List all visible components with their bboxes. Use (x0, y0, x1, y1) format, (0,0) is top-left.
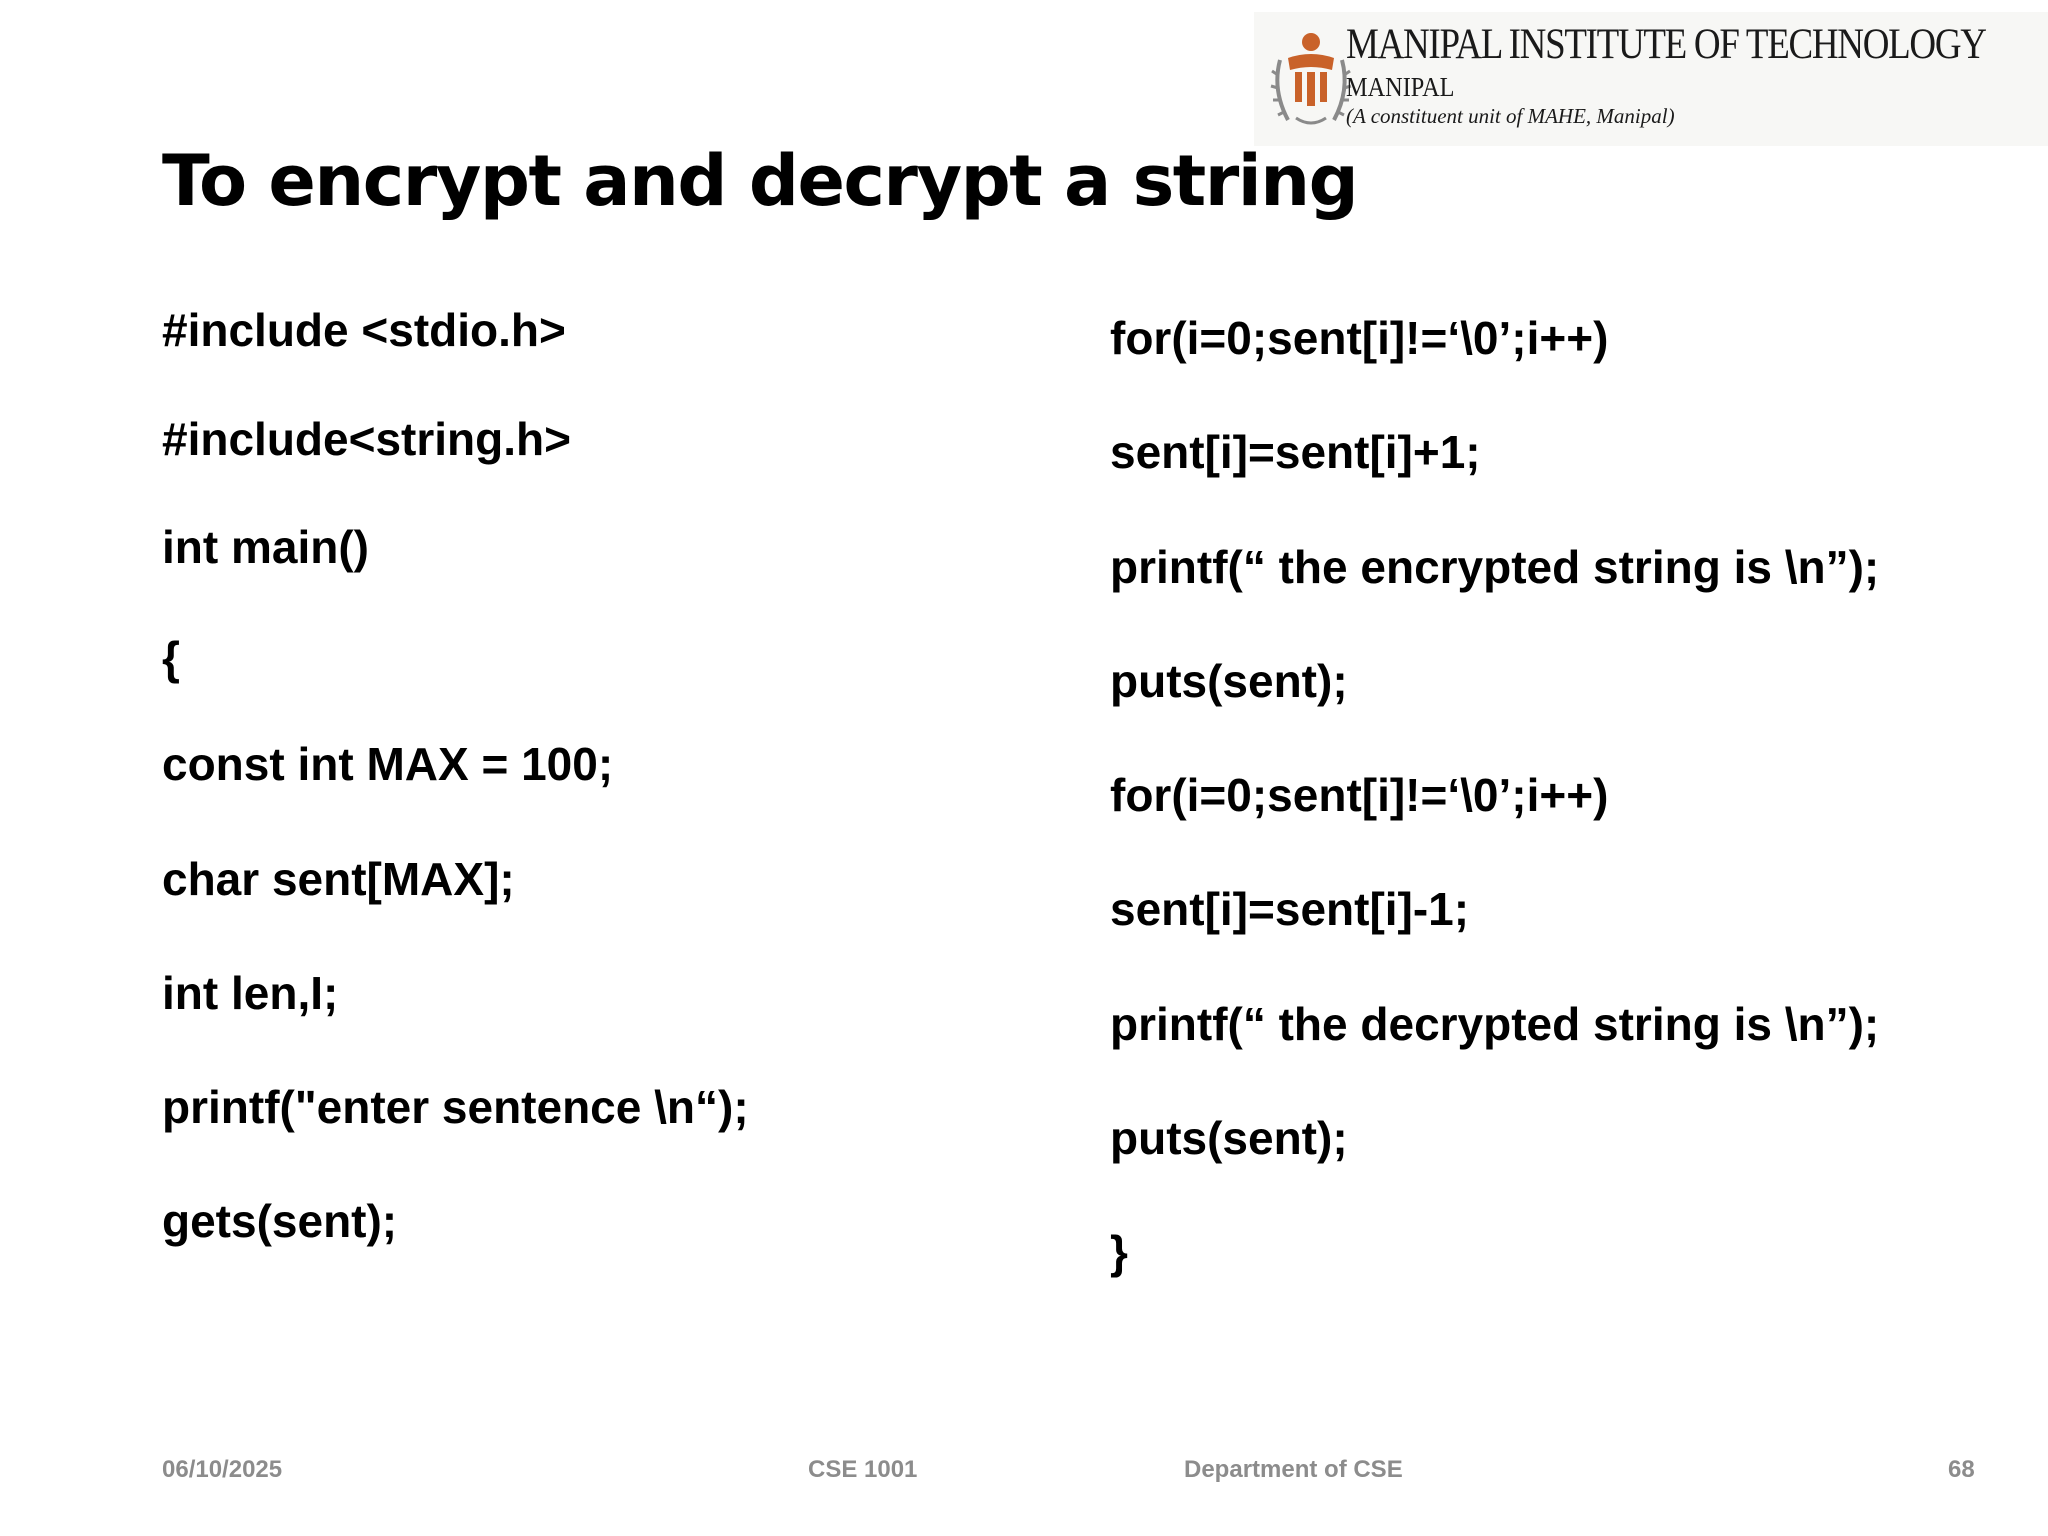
code-line: puts(sent); (1110, 1112, 1348, 1164)
logo-title: MANIPAL INSTITUTE OF TECHNOLOGY (1346, 21, 1986, 68)
code-line: int main() (162, 521, 369, 573)
code-line: puts(sent); (1110, 655, 1348, 707)
footer-date: 06/10/2025 (162, 1456, 283, 1483)
footer-course: CSE 1001 (808, 1456, 918, 1483)
institute-logo (1254, 12, 2048, 146)
code-line: int len,I; (162, 967, 339, 1019)
code-line: gets(sent); (162, 1195, 398, 1247)
code-line: printf(“ the decrypted string is \n”); (1110, 998, 1880, 1050)
emblem-icon (1266, 20, 1356, 138)
code-line: for(i=0;sent[i]!=‘\0’;i++) (1110, 769, 1609, 821)
footer-page-number: 68 (1948, 1456, 1975, 1483)
code-line: const int MAX = 100; (162, 738, 614, 790)
code-line: #include <stdio.h> (162, 304, 566, 356)
code-line: } (1110, 1226, 1128, 1278)
code-line: sent[i]=sent[i]-1; (1110, 883, 1470, 935)
code-line: { (162, 632, 180, 684)
code-line: char sent[MAX]; (162, 853, 515, 905)
footer-department: Department of CSE (1184, 1456, 1403, 1483)
code-line: for(i=0;sent[i]!=‘\0’;i++) (1110, 312, 1609, 364)
code-line: printf(“ the encrypted string is \n”); (1110, 541, 1880, 593)
slide-title: To encrypt and decrypt a string (162, 140, 1358, 222)
code-line: #include<string.h> (162, 413, 571, 465)
logo-tagline: (A constituent unit of MAHE, Manipal) (1346, 104, 1675, 128)
code-line: sent[i]=sent[i]+1; (1110, 426, 1481, 478)
code-line: printf("enter sentence \n“); (162, 1081, 749, 1133)
logo-subtitle: MANIPAL (1346, 72, 1455, 102)
